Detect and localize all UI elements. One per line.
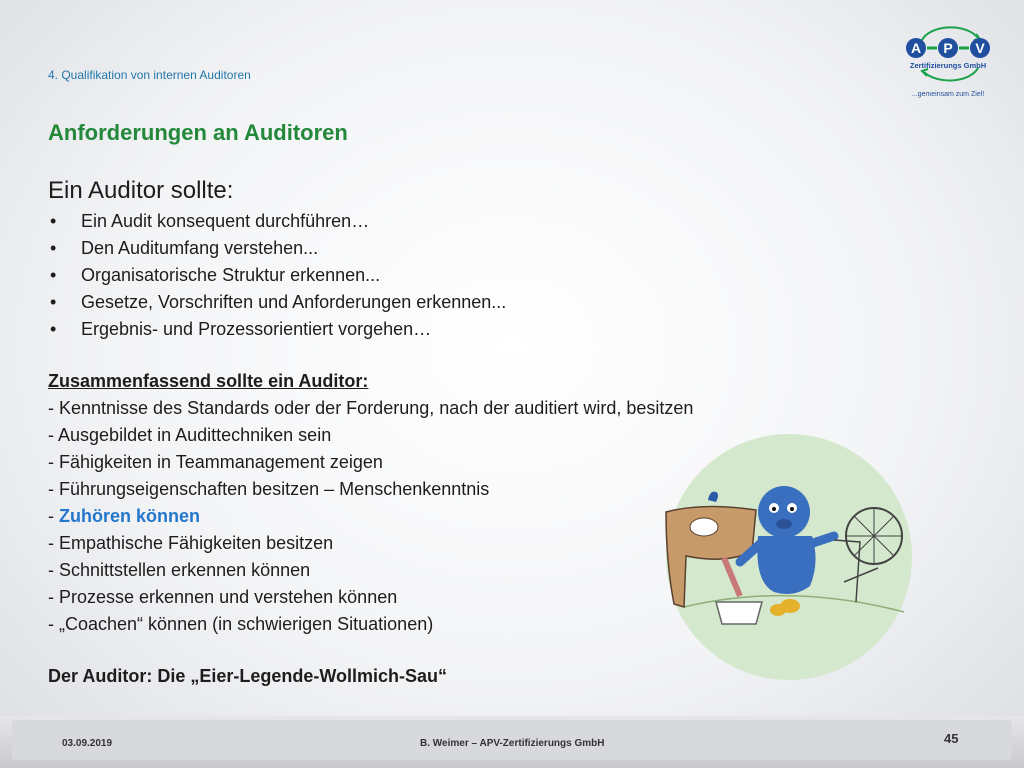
requirement-item: • Ergebnis- und Prozessorientiert vorgehen… xyxy=(48,316,848,343)
requirement-item: • Gesetze, Vorschriften und Anforderungen erkennen... xyxy=(48,289,848,316)
ability-text: Kenntnisse des Standards oder der Forderung, nach der auditiert wird, besitzen xyxy=(59,398,694,418)
logo-letter-p: P xyxy=(943,40,953,56)
ability-text: Ausgebildet in Audittechniken sein xyxy=(58,425,332,445)
page-number: 45 xyxy=(944,731,959,746)
requirement-item: • Den Auditumfang verstehen... xyxy=(48,235,848,262)
ability-text: Prozesse erkennen und verstehen können xyxy=(59,587,398,607)
summary-heading: Zusammenfassend sollte ein Auditor: xyxy=(48,371,369,391)
ability-dash: - xyxy=(48,587,59,607)
ability-dash: - xyxy=(48,425,59,445)
ability-dash: - xyxy=(48,560,59,580)
ability-dash: - xyxy=(48,614,59,634)
ability-dash: - xyxy=(48,479,59,499)
ability-text: Schnittstellen erkennen können xyxy=(59,560,311,580)
requirement-item: • Ein Audit konsequent durchführen… xyxy=(48,208,848,235)
conclusion-text: Der Auditor: Die „Eier-Legende-Wollmich-Sau“ xyxy=(48,666,448,686)
ability-item xyxy=(48,395,848,422)
intro-heading: Ein Auditor sollte: xyxy=(48,177,234,204)
requirement-item: • Organisatorische Struktur erkennen... xyxy=(48,262,848,289)
logo-letter-v: V xyxy=(975,40,985,56)
apv-logo xyxy=(900,18,1000,100)
ability-text: Fähigkeiten in Teammanagement zeigen xyxy=(59,452,383,472)
logo-letters xyxy=(906,38,990,58)
ability-text: „Coachen“ können (in schwierigen Situationen) xyxy=(59,614,434,634)
ability-text: Führungseigenschaften besitzen – Menschenkenntnis xyxy=(59,479,490,499)
ability-text: Empathische Fähigkeiten besitzen xyxy=(59,533,334,553)
requirement-list xyxy=(48,208,848,343)
footer-date: 03.09.2019 xyxy=(62,738,113,749)
ability-dash: - xyxy=(48,452,59,472)
logo-letter-a: A xyxy=(910,40,922,56)
logo-tagline: ...gemeinsam zum Ziel! xyxy=(911,91,985,98)
footer-author: B. Weimer – APV-Zertifizierungs GmbH xyxy=(420,738,605,749)
logo-company: Zertifizierungs GmbH xyxy=(909,61,987,70)
ability-dash: - xyxy=(48,398,59,418)
ability-dash: - xyxy=(48,533,59,553)
ability-text-highlight: Zuhören können xyxy=(59,506,200,526)
wollmilchsau-illustration xyxy=(664,432,914,682)
page-title: Anforderungen an Auditoren xyxy=(48,120,348,145)
section-label: 4. Qualifikation von internen Auditoren xyxy=(48,68,251,82)
ability-dash: - xyxy=(48,506,59,526)
